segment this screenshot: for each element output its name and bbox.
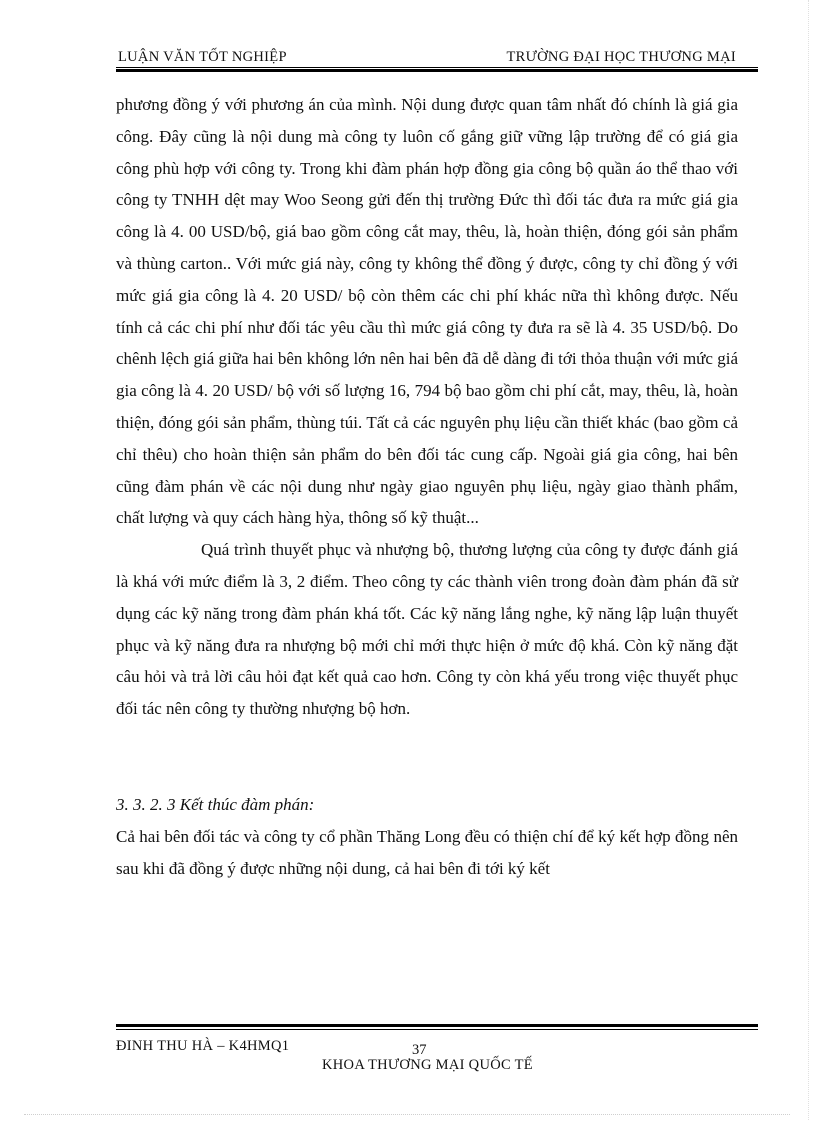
header-university-label: TRƯỜNG ĐẠI HỌC THƯƠNG MẠI xyxy=(506,49,736,65)
footer-rule-thin xyxy=(116,1029,758,1030)
header-rule-thin xyxy=(116,67,758,68)
header-thesis-label: LUẬN VĂN TỐT NGHIỆP xyxy=(118,49,287,65)
page-edge-bottom xyxy=(24,1114,790,1115)
page-edge-right xyxy=(808,0,809,1120)
page-number: 37 xyxy=(412,1042,427,1058)
footer-faculty: KHOA THƯƠNG MẠI QUỐC TẾ xyxy=(322,1057,533,1073)
header-rule-thick xyxy=(116,69,758,72)
footer-author: ĐINH THU HÀ – K4HMQ1 xyxy=(116,1038,290,1054)
page-header xyxy=(116,48,758,72)
footer-rule-thick xyxy=(116,1024,758,1027)
paragraph-spacer xyxy=(116,725,738,789)
body-paragraph-1: phương đồng ý với phương án của mình. Nội dung được quan tâm nhất đó chính là giá gia công. Đây cũng là nội dung mà công ty luôn cố gắng giữ vững lập trường để có giá gia công phù hợp với công ty. Trong khi đàm phán hợp đồng gia công bộ quần áo thể thao với công ty TNHH dệt may Woo Seong gửi đến thị trường Đức thì đối tác đưa ra mức giá gia công là 4. 00 USD/bộ, giá bao gồm công cắt may, thêu, là, hoàn thiện, đóng gói sản phẩm và thùng carton.. Với mức giá này, công ty không thể đồng ý được, công ty chỉ đồng ý với mức giá gia công là 4. 20 USD/ bộ còn thêm các chi phí khác nữa thì không được. Nếu tính cả các chi phí như đối tác yêu cầu thì mức giá công ty đưa ra sẽ là 4. 35 USD/bộ. Do chênh lệch giá giữa hai bên không lớn nên hai bên đã dễ dàng đi tới thỏa thuận với mức giá gia công là 4. 20 USD/ bộ với số lượng 16, 794 bộ bao gồm chi phí cắt, may, thêu, là, hoàn thiện, đóng gói sản phẩm, thùng túi. Tất cả các nguyên phụ liệu cần thiết khác (bao gồm cả chỉ thêu) cho hoàn thiện sản phẩm do bên đối tác cung cấp. Ngoài giá gia công, hai bên cũng đàm phán về các nội dung như ngày giao nguyên phụ liệu, ngày giao thành phẩm, chất lượng và quy cách hàng hỳa, thông số kỹ thuật... xyxy=(116,95,738,528)
page-body xyxy=(116,89,738,884)
body-paragraph-3: Cả hai bên đối tác và công ty cổ phần Thăng Long đều có thiện chí để ký kết hợp đồng nên sau khi đã đồng ý được những nội dung, cả hai bên đi tới ký kết xyxy=(116,826,738,878)
body-paragraph-2: Quá trình thuyết phục và nhượng bộ, thương lượng của công ty được đánh giá là khá với mức điểm là 3, 2 điểm. Theo công ty các thành viên trong đoàn đàm phán đã sử dụng các kỹ năng trong đàm phán khá tốt. Các kỹ năng lắng nghe, kỹ năng lập luận thuyết phục và kỹ năng đưa ra nhượng bộ mới chỉ mới thực hiện ở mức độ khá. Còn kỹ năng đặt câu hỏi và trả lời câu hỏi đạt kết quả cao hơn. Công ty còn khá yếu trong việc thuyết phục đối tác nên công ty thường nhượng bộ hơn. xyxy=(116,540,738,719)
section-heading: 3. 3. 2. 3 Kết thúc đàm phán: xyxy=(116,794,315,814)
footer-rules xyxy=(116,1024,758,1030)
header-row xyxy=(116,48,758,66)
